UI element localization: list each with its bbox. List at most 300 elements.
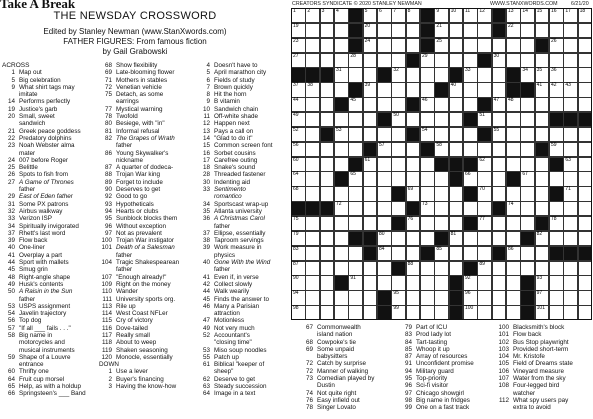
grid-cell[interactable] bbox=[406, 186, 421, 201]
grid-cell[interactable] bbox=[377, 261, 392, 276]
grid-cell[interactable] bbox=[563, 261, 578, 276]
grid-cell[interactable] bbox=[549, 275, 564, 290]
grid-cell[interactable] bbox=[434, 216, 449, 231]
grid-cell[interactable] bbox=[391, 142, 406, 157]
grid-cell[interactable] bbox=[492, 290, 507, 305]
grid-cell[interactable] bbox=[506, 261, 521, 276]
grid-cell[interactable] bbox=[520, 53, 535, 68]
grid-cell[interactable] bbox=[578, 97, 593, 112]
grid-cell[interactable] bbox=[434, 97, 449, 112]
grid-cell[interactable] bbox=[420, 261, 435, 276]
grid-cell[interactable] bbox=[549, 142, 564, 157]
grid-cell[interactable] bbox=[363, 82, 378, 97]
grid-cell[interactable] bbox=[420, 157, 435, 172]
grid-cell[interactable] bbox=[348, 305, 363, 320]
grid-cell[interactable] bbox=[348, 216, 363, 231]
grid-cell[interactable] bbox=[535, 231, 550, 246]
grid-cell[interactable] bbox=[520, 171, 535, 186]
grid-cell[interactable] bbox=[578, 8, 593, 23]
grid-cell[interactable] bbox=[348, 67, 363, 82]
grid-cell[interactable] bbox=[449, 216, 464, 231]
grid-cell[interactable] bbox=[420, 305, 435, 320]
grid-cell[interactable] bbox=[291, 186, 306, 201]
grid-cell[interactable] bbox=[391, 38, 406, 53]
grid-cell[interactable] bbox=[334, 67, 349, 82]
grid-cell[interactable] bbox=[420, 216, 435, 231]
grid-cell[interactable] bbox=[506, 38, 521, 53]
grid-cell[interactable] bbox=[363, 186, 378, 201]
grid-cell[interactable] bbox=[506, 142, 521, 157]
grid-cell[interactable] bbox=[391, 112, 406, 127]
grid-cell[interactable] bbox=[492, 157, 507, 172]
grid-cell[interactable] bbox=[320, 112, 335, 127]
grid-cell[interactable] bbox=[348, 246, 363, 261]
grid-cell[interactable] bbox=[535, 97, 550, 112]
grid-cell[interactable] bbox=[477, 112, 492, 127]
grid-cell[interactable] bbox=[320, 261, 335, 276]
grid-cell[interactable] bbox=[463, 231, 478, 246]
grid-cell[interactable] bbox=[420, 53, 435, 68]
grid-cell[interactable] bbox=[320, 305, 335, 320]
grid-cell[interactable] bbox=[549, 305, 564, 320]
grid-cell[interactable] bbox=[363, 157, 378, 172]
grid-cell[interactable] bbox=[549, 67, 564, 82]
grid-cell[interactable] bbox=[492, 67, 507, 82]
grid-cell[interactable] bbox=[477, 231, 492, 246]
grid-cell[interactable] bbox=[305, 186, 320, 201]
grid-cell[interactable] bbox=[477, 305, 492, 320]
grid-cell[interactable] bbox=[563, 216, 578, 231]
grid-cell[interactable] bbox=[291, 38, 306, 53]
grid-cell[interactable] bbox=[535, 53, 550, 68]
grid-cell[interactable] bbox=[334, 290, 349, 305]
grid-cell[interactable] bbox=[477, 275, 492, 290]
grid-cell[interactable] bbox=[506, 246, 521, 261]
grid-cell[interactable] bbox=[334, 23, 349, 38]
grid-cell[interactable] bbox=[434, 23, 449, 38]
grid-cell[interactable] bbox=[363, 53, 378, 68]
grid-cell[interactable] bbox=[363, 97, 378, 112]
grid-cell[interactable] bbox=[377, 8, 392, 23]
grid-cell[interactable] bbox=[535, 82, 550, 97]
grid-cell[interactable] bbox=[291, 171, 306, 186]
grid-cell[interactable] bbox=[563, 305, 578, 320]
grid-cell[interactable] bbox=[578, 82, 593, 97]
grid-cell[interactable] bbox=[391, 53, 406, 68]
grid-cell[interactable] bbox=[549, 82, 564, 97]
grid-cell[interactable] bbox=[377, 246, 392, 261]
grid-cell[interactable] bbox=[320, 171, 335, 186]
grid-cell[interactable] bbox=[578, 305, 593, 320]
grid-cell[interactable] bbox=[434, 8, 449, 23]
grid-cell[interactable] bbox=[348, 201, 363, 216]
grid-cell[interactable] bbox=[506, 112, 521, 127]
grid-cell[interactable] bbox=[463, 67, 478, 82]
grid-cell[interactable] bbox=[291, 112, 306, 127]
grid-cell[interactable] bbox=[320, 231, 335, 246]
grid-cell[interactable] bbox=[477, 171, 492, 186]
grid-cell[interactable] bbox=[434, 261, 449, 276]
grid-cell[interactable] bbox=[563, 275, 578, 290]
grid-cell[interactable] bbox=[520, 216, 535, 231]
grid-cell[interactable] bbox=[463, 82, 478, 97]
grid-cell[interactable] bbox=[549, 127, 564, 142]
grid-cell[interactable] bbox=[291, 97, 306, 112]
grid-cell[interactable] bbox=[563, 186, 578, 201]
grid-cell[interactable] bbox=[391, 127, 406, 142]
grid-cell[interactable] bbox=[506, 216, 521, 231]
grid-cell[interactable] bbox=[420, 186, 435, 201]
grid-cell[interactable] bbox=[477, 216, 492, 231]
grid-cell[interactable] bbox=[520, 127, 535, 142]
grid-cell[interactable] bbox=[434, 67, 449, 82]
grid-cell[interactable] bbox=[391, 23, 406, 38]
grid-cell[interactable] bbox=[320, 290, 335, 305]
grid-cell[interactable] bbox=[449, 246, 464, 261]
grid-cell[interactable] bbox=[492, 38, 507, 53]
grid-cell[interactable] bbox=[320, 8, 335, 23]
grid-cell[interactable] bbox=[320, 53, 335, 68]
grid-cell[interactable] bbox=[520, 8, 535, 23]
grid-cell[interactable] bbox=[377, 157, 392, 172]
grid-cell[interactable] bbox=[549, 261, 564, 276]
grid-cell[interactable] bbox=[305, 127, 320, 142]
grid-cell[interactable] bbox=[492, 275, 507, 290]
grid-cell[interactable] bbox=[506, 97, 521, 112]
grid-cell[interactable] bbox=[492, 53, 507, 68]
grid-cell[interactable] bbox=[578, 127, 593, 142]
grid-cell[interactable] bbox=[563, 142, 578, 157]
grid-cell[interactable] bbox=[377, 142, 392, 157]
grid-cell[interactable] bbox=[291, 305, 306, 320]
grid-cell[interactable] bbox=[506, 8, 521, 23]
grid-cell[interactable] bbox=[291, 290, 306, 305]
grid-cell[interactable] bbox=[449, 201, 464, 216]
grid-cell[interactable] bbox=[578, 23, 593, 38]
grid-cell[interactable] bbox=[363, 201, 378, 216]
grid-cell[interactable] bbox=[520, 67, 535, 82]
grid-cell[interactable] bbox=[563, 171, 578, 186]
grid-cell[interactable] bbox=[535, 186, 550, 201]
grid-cell[interactable] bbox=[492, 82, 507, 97]
grid-cell[interactable] bbox=[363, 216, 378, 231]
grid-cell[interactable] bbox=[463, 38, 478, 53]
grid-cell[interactable] bbox=[420, 112, 435, 127]
grid-cell[interactable] bbox=[406, 290, 421, 305]
grid-cell[interactable] bbox=[305, 171, 320, 186]
grid-cell[interactable] bbox=[363, 290, 378, 305]
grid-cell[interactable] bbox=[463, 275, 478, 290]
grid-cell[interactable] bbox=[449, 97, 464, 112]
grid-cell[interactable] bbox=[449, 82, 464, 97]
grid-cell[interactable] bbox=[420, 171, 435, 186]
grid-cell[interactable] bbox=[535, 290, 550, 305]
grid-cell[interactable] bbox=[449, 112, 464, 127]
grid-cell[interactable] bbox=[406, 275, 421, 290]
grid-cell[interactable] bbox=[377, 171, 392, 186]
grid-cell[interactable] bbox=[320, 82, 335, 97]
grid-cell[interactable] bbox=[477, 8, 492, 23]
grid-cell[interactable] bbox=[535, 275, 550, 290]
grid-cell[interactable] bbox=[549, 171, 564, 186]
grid-cell[interactable] bbox=[506, 290, 521, 305]
grid-cell[interactable] bbox=[363, 275, 378, 290]
grid-cell[interactable] bbox=[492, 142, 507, 157]
grid-cell[interactable] bbox=[535, 67, 550, 82]
grid-cell[interactable] bbox=[406, 82, 421, 97]
grid-cell[interactable] bbox=[420, 127, 435, 142]
grid-cell[interactable] bbox=[578, 201, 593, 216]
grid-cell[interactable] bbox=[291, 82, 306, 97]
grid-cell[interactable] bbox=[291, 142, 306, 157]
grid-cell[interactable] bbox=[449, 53, 464, 68]
grid-cell[interactable] bbox=[406, 157, 421, 172]
grid-cell[interactable] bbox=[463, 127, 478, 142]
grid-cell[interactable] bbox=[449, 127, 464, 142]
grid-cell[interactable] bbox=[434, 201, 449, 216]
grid-cell[interactable] bbox=[305, 142, 320, 157]
grid-cell[interactable] bbox=[434, 171, 449, 186]
grid-cell[interactable] bbox=[406, 246, 421, 261]
grid-cell[interactable] bbox=[291, 231, 306, 246]
grid-cell[interactable] bbox=[334, 186, 349, 201]
grid-cell[interactable] bbox=[305, 290, 320, 305]
grid-cell[interactable] bbox=[563, 38, 578, 53]
grid-cell[interactable] bbox=[549, 97, 564, 112]
grid-cell[interactable] bbox=[506, 53, 521, 68]
grid-cell[interactable] bbox=[520, 186, 535, 201]
grid-cell[interactable] bbox=[578, 171, 593, 186]
grid-cell[interactable] bbox=[477, 38, 492, 53]
grid-cell[interactable] bbox=[549, 290, 564, 305]
grid-cell[interactable] bbox=[578, 142, 593, 157]
grid-cell[interactable] bbox=[477, 246, 492, 261]
grid-cell[interactable] bbox=[406, 171, 421, 186]
grid-cell[interactable] bbox=[492, 112, 507, 127]
grid-cell[interactable] bbox=[420, 231, 435, 246]
grid-cell[interactable] bbox=[391, 201, 406, 216]
grid-cell[interactable] bbox=[406, 261, 421, 276]
grid-cell[interactable] bbox=[363, 23, 378, 38]
grid-cell[interactable] bbox=[334, 246, 349, 261]
grid-cell[interactable] bbox=[463, 142, 478, 157]
grid-cell[interactable] bbox=[434, 53, 449, 68]
grid-cell[interactable] bbox=[406, 231, 421, 246]
grid-cell[interactable] bbox=[391, 8, 406, 23]
grid-cell[interactable] bbox=[305, 157, 320, 172]
grid-cell[interactable] bbox=[434, 142, 449, 157]
grid-cell[interactable] bbox=[449, 231, 464, 246]
grid-cell[interactable] bbox=[334, 8, 349, 23]
grid-cell[interactable] bbox=[563, 82, 578, 97]
grid-cell[interactable] bbox=[578, 67, 593, 82]
grid-cell[interactable] bbox=[578, 216, 593, 231]
grid-cell[interactable] bbox=[334, 157, 349, 172]
grid-cell[interactable] bbox=[291, 127, 306, 142]
grid-cell[interactable] bbox=[449, 8, 464, 23]
grid-cell[interactable] bbox=[449, 38, 464, 53]
grid-cell[interactable] bbox=[334, 142, 349, 157]
grid-cell[interactable] bbox=[492, 186, 507, 201]
grid-cell[interactable] bbox=[391, 82, 406, 97]
grid-cell[interactable] bbox=[477, 23, 492, 38]
grid-cell[interactable] bbox=[578, 53, 593, 68]
grid-cell[interactable] bbox=[305, 112, 320, 127]
grid-cell[interactable] bbox=[391, 157, 406, 172]
grid-cell[interactable] bbox=[406, 38, 421, 53]
grid-cell[interactable] bbox=[477, 186, 492, 201]
grid-cell[interactable] bbox=[463, 201, 478, 216]
grid-cell[interactable] bbox=[434, 127, 449, 142]
grid-cell[interactable] bbox=[506, 231, 521, 246]
grid-cell[interactable] bbox=[563, 290, 578, 305]
grid-cell[interactable] bbox=[391, 305, 406, 320]
grid-cell[interactable] bbox=[535, 261, 550, 276]
grid-cell[interactable] bbox=[377, 186, 392, 201]
grid-cell[interactable] bbox=[305, 231, 320, 246]
grid-cell[interactable] bbox=[291, 8, 306, 23]
grid-cell[interactable] bbox=[334, 82, 349, 97]
grid-cell[interactable] bbox=[406, 23, 421, 38]
grid-cell[interactable] bbox=[305, 53, 320, 68]
grid-cell[interactable] bbox=[320, 275, 335, 290]
grid-cell[interactable] bbox=[291, 275, 306, 290]
grid-cell[interactable] bbox=[578, 261, 593, 276]
grid-cell[interactable] bbox=[305, 8, 320, 23]
grid-cell[interactable] bbox=[391, 171, 406, 186]
grid-cell[interactable] bbox=[549, 216, 564, 231]
grid-cell[interactable] bbox=[320, 142, 335, 157]
grid-cell[interactable] bbox=[520, 38, 535, 53]
grid-cell[interactable] bbox=[348, 97, 363, 112]
grid-cell[interactable] bbox=[363, 38, 378, 53]
grid-cell[interactable] bbox=[477, 157, 492, 172]
grid-cell[interactable] bbox=[305, 261, 320, 276]
grid-cell[interactable] bbox=[492, 171, 507, 186]
grid-cell[interactable] bbox=[477, 201, 492, 216]
grid-cell[interactable] bbox=[535, 201, 550, 216]
grid-cell[interactable] bbox=[305, 82, 320, 97]
grid-cell[interactable] bbox=[563, 67, 578, 82]
grid-cell[interactable] bbox=[406, 8, 421, 23]
grid-cell[interactable] bbox=[506, 275, 521, 290]
grid-cell[interactable] bbox=[348, 142, 363, 157]
grid-cell[interactable] bbox=[334, 231, 349, 246]
grid-cell[interactable] bbox=[291, 261, 306, 276]
grid-cell[interactable] bbox=[520, 246, 535, 261]
grid-cell[interactable] bbox=[363, 67, 378, 82]
grid-cell[interactable] bbox=[320, 246, 335, 261]
grid-cell[interactable] bbox=[320, 23, 335, 38]
grid-cell[interactable] bbox=[492, 97, 507, 112]
grid-cell[interactable] bbox=[563, 231, 578, 246]
grid-cell[interactable] bbox=[391, 97, 406, 112]
grid-cell[interactable] bbox=[477, 82, 492, 97]
grid-cell[interactable] bbox=[535, 127, 550, 142]
grid-cell[interactable] bbox=[434, 246, 449, 261]
grid-cell[interactable] bbox=[320, 216, 335, 231]
grid-cell[interactable] bbox=[492, 305, 507, 320]
grid-cell[interactable] bbox=[348, 171, 363, 186]
grid-cell[interactable] bbox=[434, 112, 449, 127]
grid-cell[interactable] bbox=[492, 216, 507, 231]
grid-cell[interactable] bbox=[291, 23, 306, 38]
grid-cell[interactable] bbox=[578, 186, 593, 201]
grid-cell[interactable] bbox=[520, 23, 535, 38]
grid-cell[interactable] bbox=[391, 275, 406, 290]
grid-cell[interactable] bbox=[449, 186, 464, 201]
grid-cell[interactable] bbox=[535, 246, 550, 261]
grid-cell[interactable] bbox=[377, 216, 392, 231]
grid-cell[interactable] bbox=[420, 201, 435, 216]
grid-cell[interactable] bbox=[477, 290, 492, 305]
grid-cell[interactable] bbox=[305, 23, 320, 38]
grid-cell[interactable] bbox=[578, 38, 593, 53]
grid-cell[interactable] bbox=[291, 157, 306, 172]
grid-cell[interactable] bbox=[549, 231, 564, 246]
grid-cell[interactable] bbox=[348, 261, 363, 276]
grid-cell[interactable] bbox=[334, 127, 349, 142]
grid-cell[interactable] bbox=[305, 38, 320, 53]
grid-cell[interactable] bbox=[420, 290, 435, 305]
grid-cell[interactable] bbox=[463, 8, 478, 23]
grid-cell[interactable] bbox=[549, 201, 564, 216]
grid-cell[interactable] bbox=[363, 305, 378, 320]
grid-cell[interactable] bbox=[391, 290, 406, 305]
grid-cell[interactable] bbox=[549, 8, 564, 23]
grid-cell[interactable] bbox=[420, 275, 435, 290]
grid-cell[interactable] bbox=[520, 142, 535, 157]
grid-cell[interactable] bbox=[377, 275, 392, 290]
grid-cell[interactable] bbox=[377, 97, 392, 112]
grid-cell[interactable] bbox=[506, 157, 521, 172]
grid-cell[interactable] bbox=[463, 53, 478, 68]
grid-cell[interactable] bbox=[334, 305, 349, 320]
grid-cell[interactable] bbox=[506, 127, 521, 142]
grid-cell[interactable] bbox=[406, 142, 421, 157]
grid-cell[interactable] bbox=[406, 112, 421, 127]
grid-cell[interactable] bbox=[334, 112, 349, 127]
grid-cell[interactable] bbox=[563, 53, 578, 68]
grid-cell[interactable] bbox=[535, 112, 550, 127]
grid-cell[interactable] bbox=[535, 8, 550, 23]
grid-cell[interactable] bbox=[348, 112, 363, 127]
grid-cell[interactable] bbox=[291, 246, 306, 261]
grid-cell[interactable] bbox=[563, 8, 578, 23]
grid-cell[interactable] bbox=[449, 261, 464, 276]
grid-cell[interactable] bbox=[348, 275, 363, 290]
grid-cell[interactable] bbox=[305, 97, 320, 112]
grid-cell[interactable] bbox=[320, 97, 335, 112]
grid-cell[interactable] bbox=[549, 23, 564, 38]
grid-cell[interactable] bbox=[363, 261, 378, 276]
grid-cell[interactable] bbox=[434, 38, 449, 53]
grid-cell[interactable] bbox=[320, 38, 335, 53]
grid-cell[interactable] bbox=[377, 231, 392, 246]
grid-cell[interactable] bbox=[477, 142, 492, 157]
grid-cell[interactable] bbox=[492, 127, 507, 142]
grid-cell[interactable] bbox=[377, 53, 392, 68]
grid-cell[interactable] bbox=[535, 171, 550, 186]
grid-cell[interactable] bbox=[563, 97, 578, 112]
grid-cell[interactable] bbox=[506, 186, 521, 201]
grid-cell[interactable] bbox=[348, 127, 363, 142]
grid-cell[interactable] bbox=[420, 97, 435, 112]
grid-cell[interactable] bbox=[334, 38, 349, 53]
grid-cell[interactable] bbox=[563, 23, 578, 38]
grid-cell[interactable] bbox=[449, 142, 464, 157]
grid-cell[interactable] bbox=[535, 157, 550, 172]
